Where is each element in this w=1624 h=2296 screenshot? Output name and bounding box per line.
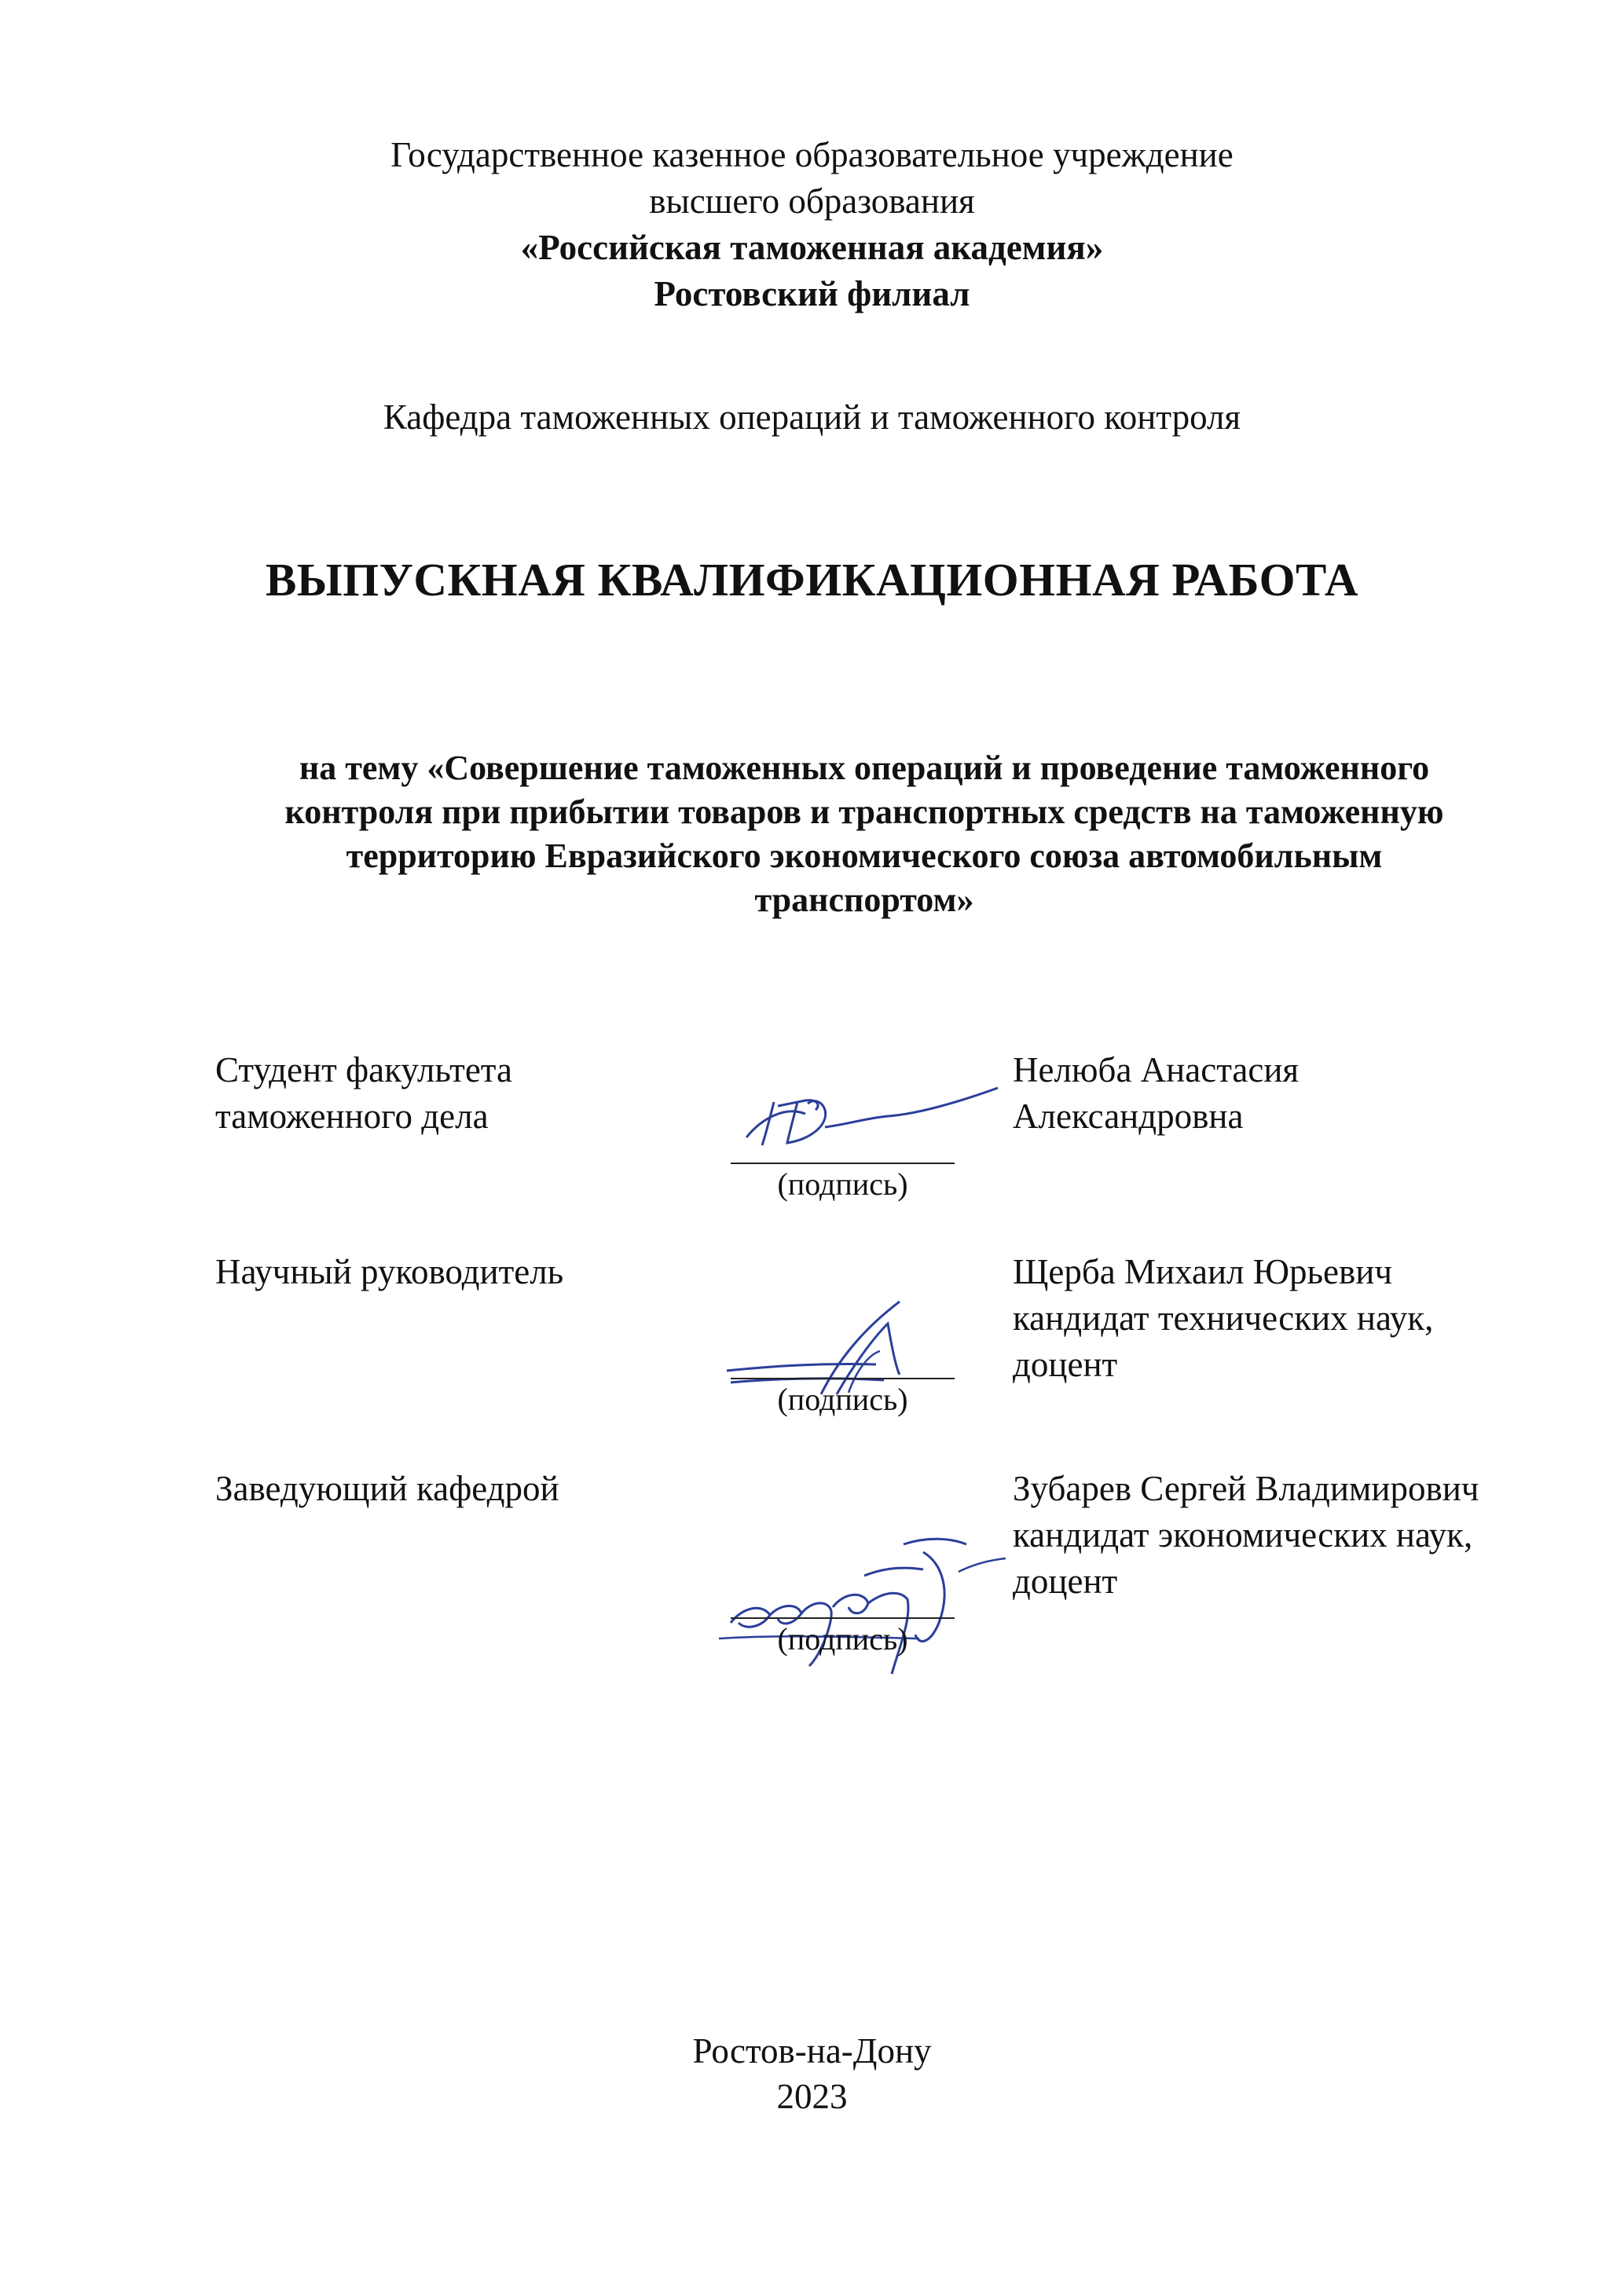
academy-name: «Российская таможенная академия» (520, 228, 1104, 267)
footer (0, 2028, 1624, 2119)
institution-header (0, 132, 1624, 317)
document-type-title: ВЫПУСКНАЯ КВАЛИФИКАЦИОННАЯ РАБОТА (265, 554, 1359, 606)
person-line-2: Александровна (1013, 1097, 1244, 1136)
signature-line (731, 1163, 955, 1164)
signatory-supervisor (0, 1249, 1624, 1445)
signature-caption: (подпись) (777, 1382, 908, 1417)
signatory-student (0, 1047, 1624, 1236)
topic-line-2: контроля при прибытии товаров и транспортных средств на таможенную (284, 793, 1444, 831)
topic-line-1: на тему «Совершение таможенных операций и проведение таможенного (299, 749, 1430, 787)
role-line-1: Заведующий кафедрой (215, 1469, 559, 1508)
signatory-role (215, 1249, 687, 1295)
person-line-1: Зубарев Сергей Владимирович (1013, 1469, 1479, 1508)
topic-line-4: транспортом» (754, 881, 974, 919)
student-signature (731, 1071, 1014, 1157)
person-line-2: кандидат экономических наук, (1013, 1515, 1473, 1554)
person-line-3: доцент (1013, 1562, 1118, 1601)
signatory-role (215, 1466, 687, 1512)
person-line-1: Нелюба Анастасия (1013, 1050, 1300, 1089)
institution-line-2: высшего образования (649, 181, 975, 221)
signatory-person (1013, 1249, 1610, 1388)
institution-line-1: Государственное казенное образовательное учреждение (390, 135, 1234, 174)
signatory-person (1013, 1466, 1610, 1605)
footer-city: Ростов-на-Дону (692, 2031, 932, 2071)
topic-line-3: территорию Евразийского экономического союза автомобильным (346, 837, 1383, 875)
person-line-2: кандидат технических наук, (1013, 1298, 1434, 1338)
signature-line (731, 1378, 955, 1379)
role-line-1: Научный руководитель (215, 1252, 564, 1291)
person-line-1: Щерба Михаил Юрьевич (1013, 1252, 1392, 1291)
signatory-role (215, 1047, 687, 1140)
signature-caption: (подпись) (777, 1621, 908, 1657)
role-line-2: таможенного дела (215, 1097, 489, 1136)
footer-year: 2023 (776, 2077, 848, 2116)
signature-line (731, 1617, 955, 1619)
role-line-1: Студент факультета (215, 1050, 512, 1089)
signature-caption: (подпись) (777, 1166, 908, 1202)
branch-name: Ростовский филиал (654, 274, 970, 313)
signatory-person (1013, 1047, 1610, 1140)
person-line-3: доцент (1013, 1345, 1118, 1384)
signatory-head-of-department (0, 1466, 1624, 1686)
department-name: Кафедра таможенных операций и таможенного контроля (383, 397, 1241, 437)
thesis-topic (189, 746, 1540, 922)
